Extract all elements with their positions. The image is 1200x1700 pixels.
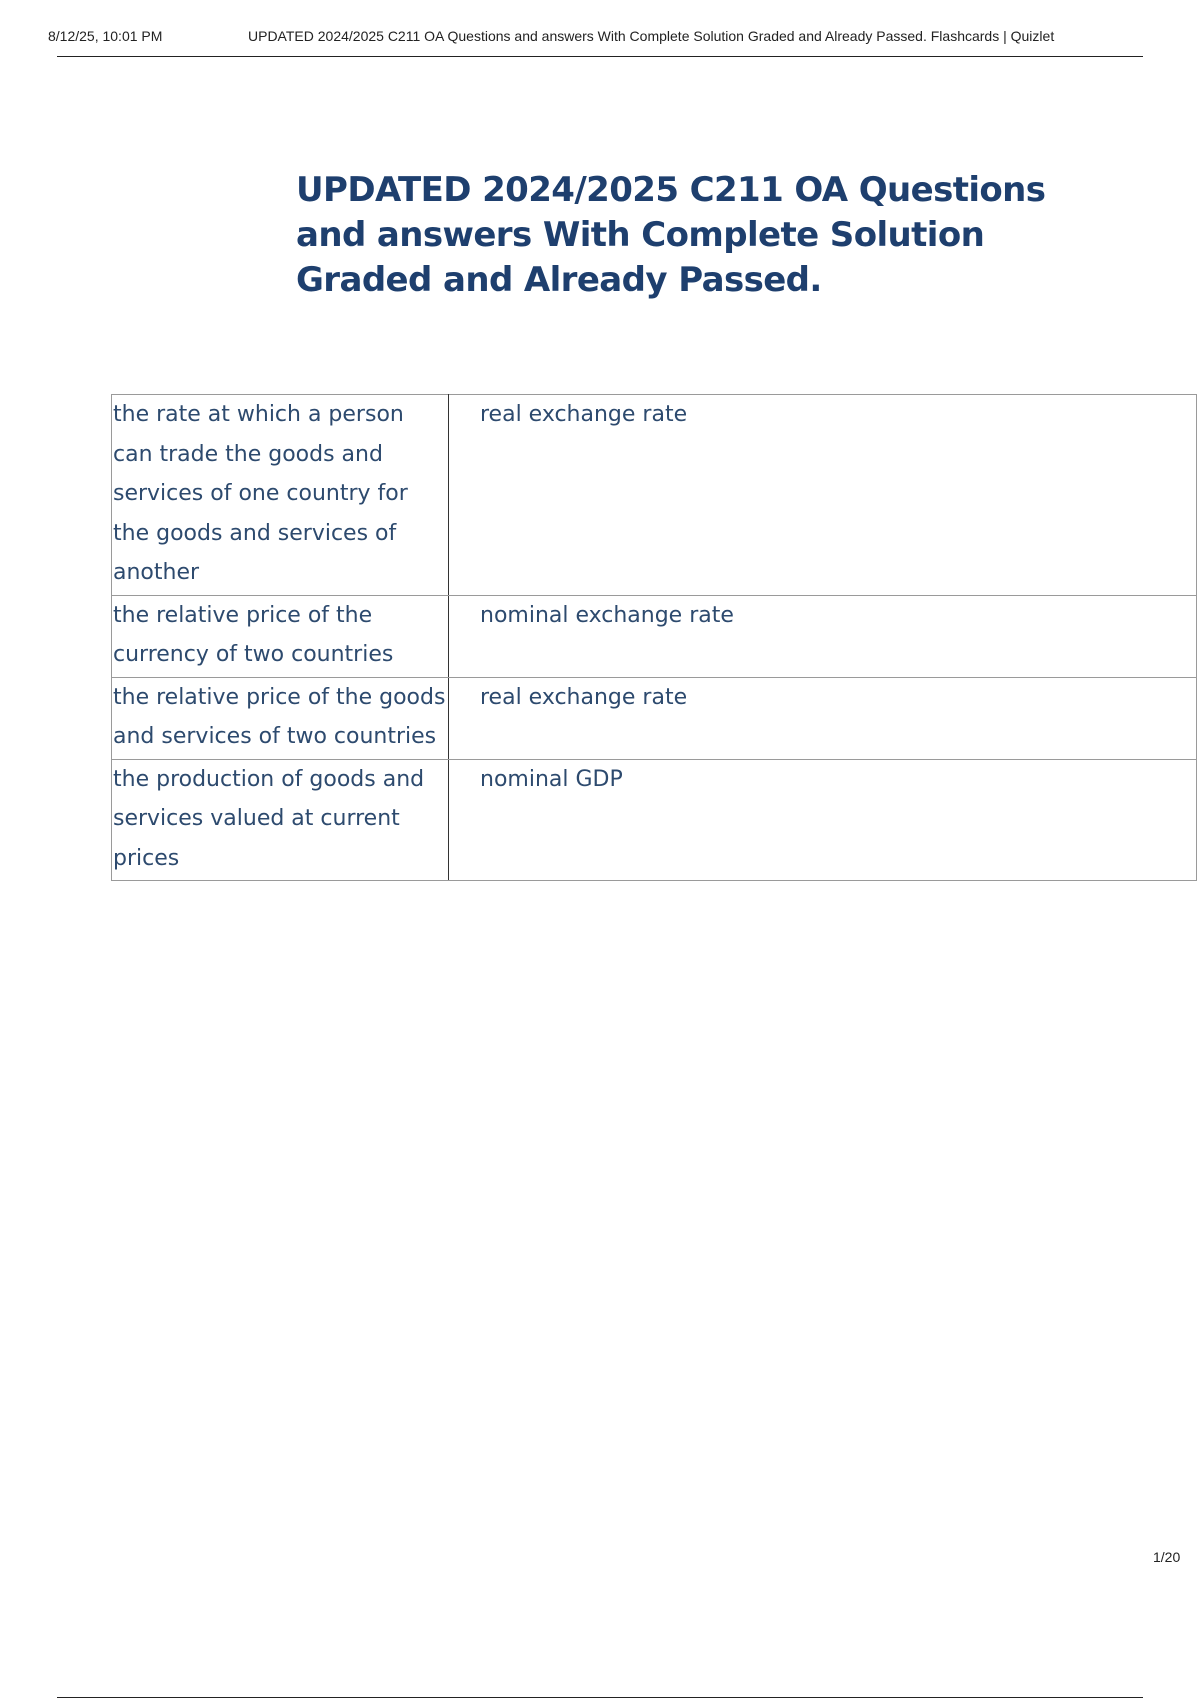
flashcard-term: the rate at which a person can trade the goods and services of one country for the goods and services of another xyxy=(112,395,449,596)
flashcard-term: the relative price of the currency of two countries xyxy=(112,595,449,677)
flashcard-definition: nominal exchange rate xyxy=(449,595,1197,677)
print-date: 8/12/25, 10:01 PM xyxy=(48,28,163,44)
flashcard-term: the production of goods and services valued at current prices xyxy=(112,759,449,881)
header-divider xyxy=(57,56,1143,57)
flashcard-row xyxy=(112,595,1197,677)
flashcard-definition: nominal GDP xyxy=(449,759,1197,881)
flashcard-table xyxy=(111,394,1197,881)
flashcard-row xyxy=(112,677,1197,759)
document-title: UPDATED 2024/2025 C211 OA Questions and answers With Complete Solution Graded and Already Passed. xyxy=(296,170,1046,300)
flashcard-definition: real exchange rate xyxy=(449,395,1197,596)
flashcard-definition: real exchange rate xyxy=(449,677,1197,759)
flashcard-term: the relative price of the goods and services of two countries xyxy=(112,677,449,759)
print-header xyxy=(48,28,1168,50)
flashcard-row xyxy=(112,759,1197,881)
page-number: 1/20 xyxy=(1153,1549,1181,1565)
flashcard-row xyxy=(112,395,1197,596)
footer-divider xyxy=(57,1697,1143,1698)
print-page-title: UPDATED 2024/2025 C211 OA Questions and answers With Complete Solution Graded and Already Passed. Flashcards | Quizlet xyxy=(248,28,1055,44)
